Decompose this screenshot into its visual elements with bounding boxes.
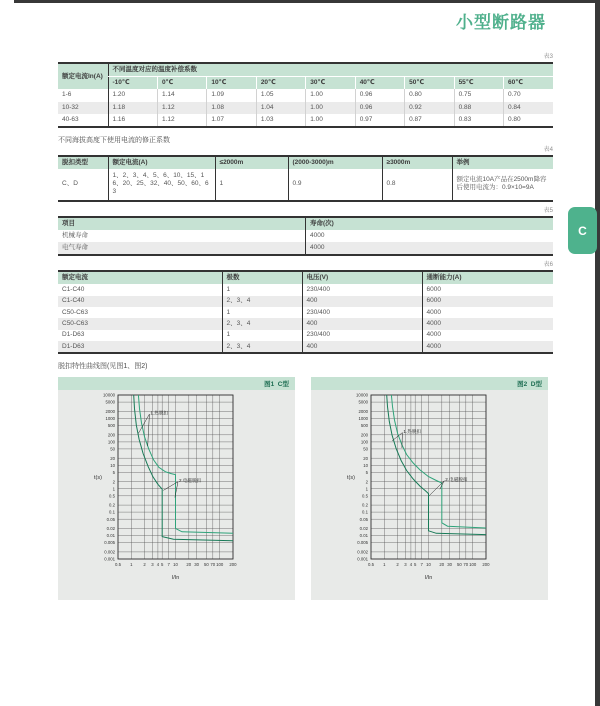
trip-curve-chart-c — [58, 390, 295, 590]
table-cell: 1.00 — [306, 102, 355, 114]
svg-text:100: 100 — [469, 562, 477, 568]
table-cell: 1.16 — [108, 114, 157, 127]
table-cell: 0.80 — [405, 89, 454, 101]
table4-tag: 表4 — [543, 146, 553, 153]
table-row — [58, 318, 553, 329]
table-cell: 0.96 — [355, 102, 404, 114]
table-cell: 4000 — [422, 307, 553, 318]
table-row — [58, 169, 553, 200]
svg-text:4: 4 — [156, 562, 160, 568]
svg-text:1.热脱扣: 1.热脱扣 — [403, 429, 422, 435]
column-header: ≤2000m — [215, 156, 288, 169]
chart-panel-type-d — [311, 377, 548, 600]
svg-text:0.02: 0.02 — [359, 526, 368, 532]
column-header: ≥3000m — [382, 156, 452, 169]
table-row — [58, 89, 553, 101]
svg-text:5: 5 — [365, 470, 368, 476]
table-cell: 1-6 — [62, 91, 72, 99]
svg-text:0.005: 0.005 — [104, 540, 115, 546]
table-cell: 230/400 — [302, 284, 422, 295]
table-cell: 0.8 — [382, 169, 452, 200]
table-cell: 400 — [302, 296, 422, 307]
chart-caption: 图2 D型 — [311, 377, 548, 390]
table-cell: 10-32 — [62, 103, 79, 111]
table-cell: 2、3、4 — [222, 341, 302, 353]
table-header-row — [58, 156, 553, 169]
column-header: 举例 — [452, 156, 553, 169]
svg-text:20: 20 — [363, 456, 368, 462]
svg-text:30: 30 — [447, 562, 452, 568]
svg-text:0.05: 0.05 — [106, 517, 115, 523]
table-row — [58, 242, 553, 255]
table-cell: 6000 — [422, 296, 553, 307]
svg-text:0.05: 0.05 — [359, 517, 368, 523]
table-cell: C1-C40 — [62, 285, 85, 293]
table-cell: C1-C40 — [62, 297, 85, 305]
column-header: 项目 — [58, 217, 306, 230]
svg-text:0.001: 0.001 — [104, 556, 115, 562]
svg-text:t(s): t(s) — [94, 475, 102, 482]
svg-text:1: 1 — [383, 562, 386, 568]
table-cell: 1.03 — [256, 114, 305, 127]
table-cell: 额定电流10A产品在2500m降容后使用电流为：0.9×10=9A — [452, 169, 553, 200]
column-header: 20℃ — [256, 77, 305, 90]
trip-curve-chart-d — [311, 390, 548, 590]
table-cell: 1.08 — [207, 102, 256, 114]
svg-text:0.001: 0.001 — [357, 556, 368, 562]
table5-tag: 表5 — [543, 207, 553, 214]
table-cell: 1.14 — [157, 89, 206, 101]
svg-text:3: 3 — [404, 562, 407, 568]
table-cell: 0.80 — [504, 114, 554, 127]
svg-text:I/In: I/In — [171, 575, 180, 582]
table-cell: 0.83 — [454, 114, 503, 127]
section-tab-label: C — [578, 223, 587, 238]
table-cell: 0.97 — [355, 114, 404, 127]
table-cell: C、D — [62, 180, 78, 188]
table-cell: 1.09 — [207, 89, 256, 101]
table-cell: C50-C63 — [62, 308, 89, 316]
table-cell: D1-D63 — [62, 342, 85, 350]
svg-text:1.热脱扣: 1.热脱扣 — [150, 410, 169, 416]
altitude-section-title: 不同海拔高度下使用电流的修正系数 — [58, 136, 170, 144]
table-row — [58, 230, 553, 242]
svg-text:0.5: 0.5 — [362, 493, 368, 499]
svg-text:0.002: 0.002 — [357, 549, 368, 555]
table-cell: 4000 — [422, 330, 553, 341]
table-cell: 1 — [215, 169, 288, 200]
svg-text:0.01: 0.01 — [359, 533, 368, 539]
svg-text:5: 5 — [414, 562, 417, 568]
svg-text:10: 10 — [426, 562, 431, 568]
table-cell: 4000 — [422, 318, 553, 329]
svg-text:2.电磁脱扣: 2.电磁脱扣 — [179, 478, 202, 484]
svg-text:200: 200 — [482, 562, 490, 568]
table-row — [58, 330, 553, 341]
svg-text:0.005: 0.005 — [357, 540, 368, 546]
lifetime-table — [58, 216, 553, 256]
svg-text:10000: 10000 — [356, 392, 368, 398]
svg-text:10000: 10000 — [103, 392, 115, 398]
svg-text:50: 50 — [110, 446, 115, 452]
svg-text:0.1: 0.1 — [109, 509, 115, 515]
svg-text:500: 500 — [360, 423, 368, 429]
svg-text:0.002: 0.002 — [104, 549, 115, 555]
svg-text:2.电磁脱扣: 2.电磁脱扣 — [445, 477, 468, 483]
table-cell: 0.84 — [504, 102, 554, 114]
table-cell: 6000 — [422, 284, 553, 295]
table-cell: 电气寿命 — [62, 243, 88, 251]
table-cell: 机械寿命 — [62, 231, 88, 239]
table-cell: 4000 — [306, 242, 554, 255]
table-cell: 0.88 — [454, 102, 503, 114]
svg-text:1000: 1000 — [358, 416, 368, 422]
table-header-row — [58, 217, 553, 230]
table-cell: 1 — [222, 284, 302, 295]
curves-section-title: 脱扣特性曲线图(见图1、图2) — [58, 363, 148, 371]
svg-text:3: 3 — [151, 562, 154, 568]
svg-text:2: 2 — [112, 479, 115, 485]
table-cell: 1 — [222, 307, 302, 318]
svg-text:10: 10 — [363, 463, 368, 469]
svg-text:200: 200 — [229, 562, 237, 568]
table-cell: 230/400 — [302, 307, 422, 318]
column-header: 60℃ — [504, 77, 554, 90]
table-row — [58, 102, 553, 114]
svg-text:5000: 5000 — [358, 399, 368, 405]
column-header: 10℃ — [207, 77, 256, 90]
column-header: -10℃ — [108, 77, 157, 90]
column-header-span: 不同温度对应的温度补偿系数 — [108, 63, 553, 77]
column-header: 额定电流 — [58, 271, 222, 284]
page-title: 小型断路器 — [456, 13, 546, 32]
column-header: 脱扣类型 — [58, 156, 108, 169]
svg-text:0.2: 0.2 — [109, 502, 115, 508]
svg-text:1: 1 — [130, 562, 133, 568]
svg-text:t(s): t(s) — [347, 475, 355, 482]
table-cell: 1.12 — [157, 102, 206, 114]
table-cell: 0.75 — [454, 89, 503, 101]
column-header: (2000-3000)m — [288, 156, 382, 169]
svg-text:7: 7 — [420, 562, 423, 568]
svg-text:1: 1 — [112, 486, 115, 492]
svg-text:5000: 5000 — [105, 399, 115, 405]
column-header: 0℃ — [157, 77, 206, 90]
svg-text:I/In: I/In — [424, 575, 433, 582]
svg-text:0.2: 0.2 — [362, 502, 368, 508]
table-cell: 2、3、4 — [222, 296, 302, 307]
svg-text:0.5: 0.5 — [115, 562, 121, 568]
svg-text:10: 10 — [110, 463, 115, 469]
svg-text:100: 100 — [360, 439, 368, 445]
table-cell: D1-D63 — [62, 331, 85, 339]
breaking-capacity-table — [58, 270, 553, 354]
svg-text:20: 20 — [439, 562, 445, 568]
table-cell: 1.20 — [108, 89, 157, 101]
column-header: 通断能力(A) — [422, 271, 553, 284]
chart-caption: 图1 C型 — [58, 377, 295, 390]
table-cell: 1.07 — [207, 114, 256, 127]
svg-text:100: 100 — [107, 439, 115, 445]
table-row — [58, 307, 553, 318]
table-row — [58, 341, 553, 353]
svg-text:70: 70 — [463, 562, 469, 568]
table-cell: 1.04 — [256, 102, 305, 114]
table-row — [58, 114, 553, 127]
svg-text:4: 4 — [409, 562, 413, 568]
column-header: 极数 — [222, 271, 302, 284]
table-cell: 40-63 — [62, 115, 79, 123]
svg-text:0.5: 0.5 — [368, 562, 374, 568]
table-row — [58, 284, 553, 295]
svg-text:2: 2 — [396, 562, 399, 568]
column-header: 40℃ — [355, 77, 404, 90]
column-header: 55℃ — [454, 77, 503, 90]
page-content — [58, 0, 553, 600]
table-header-row — [58, 63, 553, 77]
svg-text:50: 50 — [363, 446, 368, 452]
column-header: 寿命(次) — [306, 217, 554, 230]
page-right-edge — [595, 0, 600, 706]
svg-text:7: 7 — [167, 562, 170, 568]
table-cell: 0.70 — [504, 89, 554, 101]
table-cell: C50-C63 — [62, 319, 89, 327]
table-cell: 400 — [302, 318, 422, 329]
svg-text:1000: 1000 — [105, 416, 115, 422]
table6-tag: 表6 — [543, 262, 553, 269]
section-tab-c[interactable] — [568, 207, 597, 254]
table-cell: 0.96 — [355, 89, 404, 101]
table-cell: 1.12 — [157, 114, 206, 127]
table-cell: 4000 — [306, 230, 554, 242]
svg-text:50: 50 — [457, 562, 462, 568]
svg-text:0.1: 0.1 — [362, 509, 368, 515]
table3-tag: 表3 — [543, 54, 553, 60]
svg-text:30: 30 — [194, 562, 199, 568]
table-header-row — [58, 271, 553, 284]
altitude-correction-table — [58, 155, 553, 202]
svg-text:2: 2 — [365, 479, 368, 485]
table-cell: 4000 — [422, 341, 553, 353]
svg-text:2000: 2000 — [105, 409, 115, 415]
svg-text:500: 500 — [107, 423, 115, 429]
table-cell: 230/400 — [302, 330, 422, 341]
svg-text:2: 2 — [143, 562, 146, 568]
table-row — [58, 296, 553, 307]
svg-text:10: 10 — [173, 562, 178, 568]
table-cell: 1、2、3、4、5、6、10、15、16、20、25、32、40、50、60、63 — [108, 169, 215, 200]
table-cell: 0.92 — [405, 102, 454, 114]
column-header: 电压(V) — [302, 271, 422, 284]
column-header: 额定电流In(A) — [58, 63, 108, 89]
table-cell: 1.00 — [306, 114, 355, 127]
table-cell: 1.05 — [256, 89, 305, 101]
svg-text:20: 20 — [186, 562, 192, 568]
table-cell: 2、3、4 — [222, 318, 302, 329]
svg-text:5: 5 — [112, 470, 115, 476]
table-cell: 0.87 — [405, 114, 454, 127]
column-header: 额定电流(A) — [108, 156, 215, 169]
svg-text:50: 50 — [204, 562, 209, 568]
svg-text:70: 70 — [210, 562, 216, 568]
temperature-compensation-table — [58, 62, 553, 128]
table-cell: 1.00 — [306, 89, 355, 101]
svg-text:20: 20 — [110, 456, 115, 462]
table-cell: 400 — [302, 341, 422, 353]
svg-text:0.02: 0.02 — [106, 526, 115, 532]
table-cell: 0.9 — [288, 169, 382, 200]
table-cell: 1 — [222, 330, 302, 341]
table-cell: 1.18 — [108, 102, 157, 114]
svg-text:5: 5 — [161, 562, 164, 568]
chart-panel-type-c — [58, 377, 295, 600]
svg-text:0.5: 0.5 — [109, 493, 115, 499]
svg-text:1: 1 — [365, 486, 368, 492]
column-header: 50℃ — [405, 77, 454, 90]
svg-text:2000: 2000 — [358, 409, 368, 415]
column-header: 30℃ — [306, 77, 355, 90]
svg-text:200: 200 — [107, 432, 115, 438]
table-header-row — [58, 77, 553, 90]
svg-text:0.01: 0.01 — [106, 533, 115, 539]
trip-curve-charts — [58, 377, 553, 600]
svg-text:200: 200 — [360, 432, 368, 438]
svg-text:100: 100 — [216, 562, 224, 568]
